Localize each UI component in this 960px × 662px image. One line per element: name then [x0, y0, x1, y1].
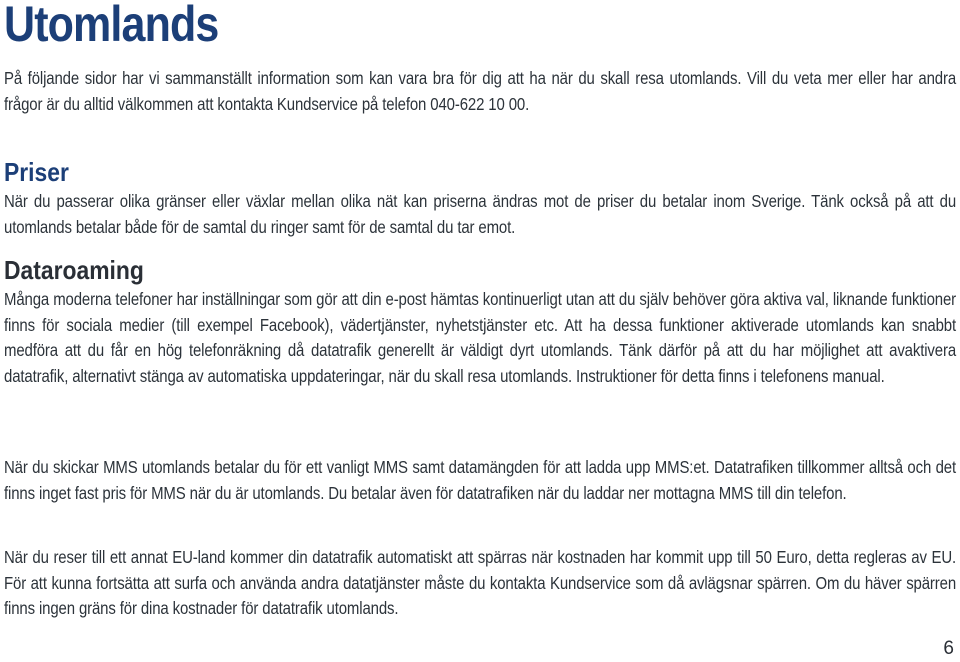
intro-paragraph: [4, 66, 956, 117]
dataroaming-text-1: Många moderna telefoner har inställningar som gör att din e-post hämtas kontinuerligt utan att du själv behöver göra aktiva val, liknande funktioner finns för sociala medier (till exempel Facebook), vädertjänster, nyhetstjänster etc. Att ha dessa funktioner aktiverade utomlands kan snabbt medföra att du får en hög telefonräkning då datatrafik generellt är väldigt dyrt utomlands. Tänk därför på att du har möjlighet att avaktivera datatrafik, alternativt stänga av automatiska uppdateringar, när du skall resa utomlands. Instruktioner för detta finns i telefonens manual.: [4, 289, 957, 386]
dataroaming-paragraph-3: [4, 545, 956, 622]
priser-text: När du passerar olika gränser eller växlar mellan olika nät kan priserna ändras mot de priser du betalar inom Sverige. Tänk också på att du utomlands betalar både för de samtal du ringer samt för de samtal du tar emot.: [4, 191, 957, 237]
dataroaming-paragraph-2: [4, 455, 956, 506]
section-heading-dataroaming: Dataroaming: [4, 255, 144, 285]
dataroaming-paragraph-1: [4, 287, 956, 389]
intro-text: På följande sidor har vi sammanställt information som kan vara bra för dig att ha när du skall resa utomlands. Vill du veta mer eller har andra frågor är du alltid välkommen att kontakta Kundservice på telefon 040-622 10 00.: [4, 68, 957, 114]
dataroaming-text-3: När du reser till ett annat EU-land kommer din datatrafik automatiskt att spärras när kostnaden har kommit upp till 50 Euro, detta regleras av EU. För att kunna fortsätta att surfa och använda andra datatjänster måste du kontakta Kundservice som då avlägsnar spärren. Om du häver spärren finns ingen gräns för dina kostnader för datatrafik utomlands.: [4, 547, 957, 618]
page-number: 6: [943, 638, 954, 659]
dataroaming-text-2: När du skickar MMS utomlands betalar du för ett vanligt MMS samt datamängden för att ladda upp MMS:et. Datatrafiken tillkommer alltså och det finns inget fast pris för MMS när du är utomlands. Du betalar även för datatrafiken när du laddar ner mottagna MMS till din telefon.: [4, 457, 957, 503]
page-title: Utomlands: [4, 0, 219, 52]
section-heading-priser: Priser: [4, 157, 69, 187]
priser-paragraph: [4, 189, 956, 240]
